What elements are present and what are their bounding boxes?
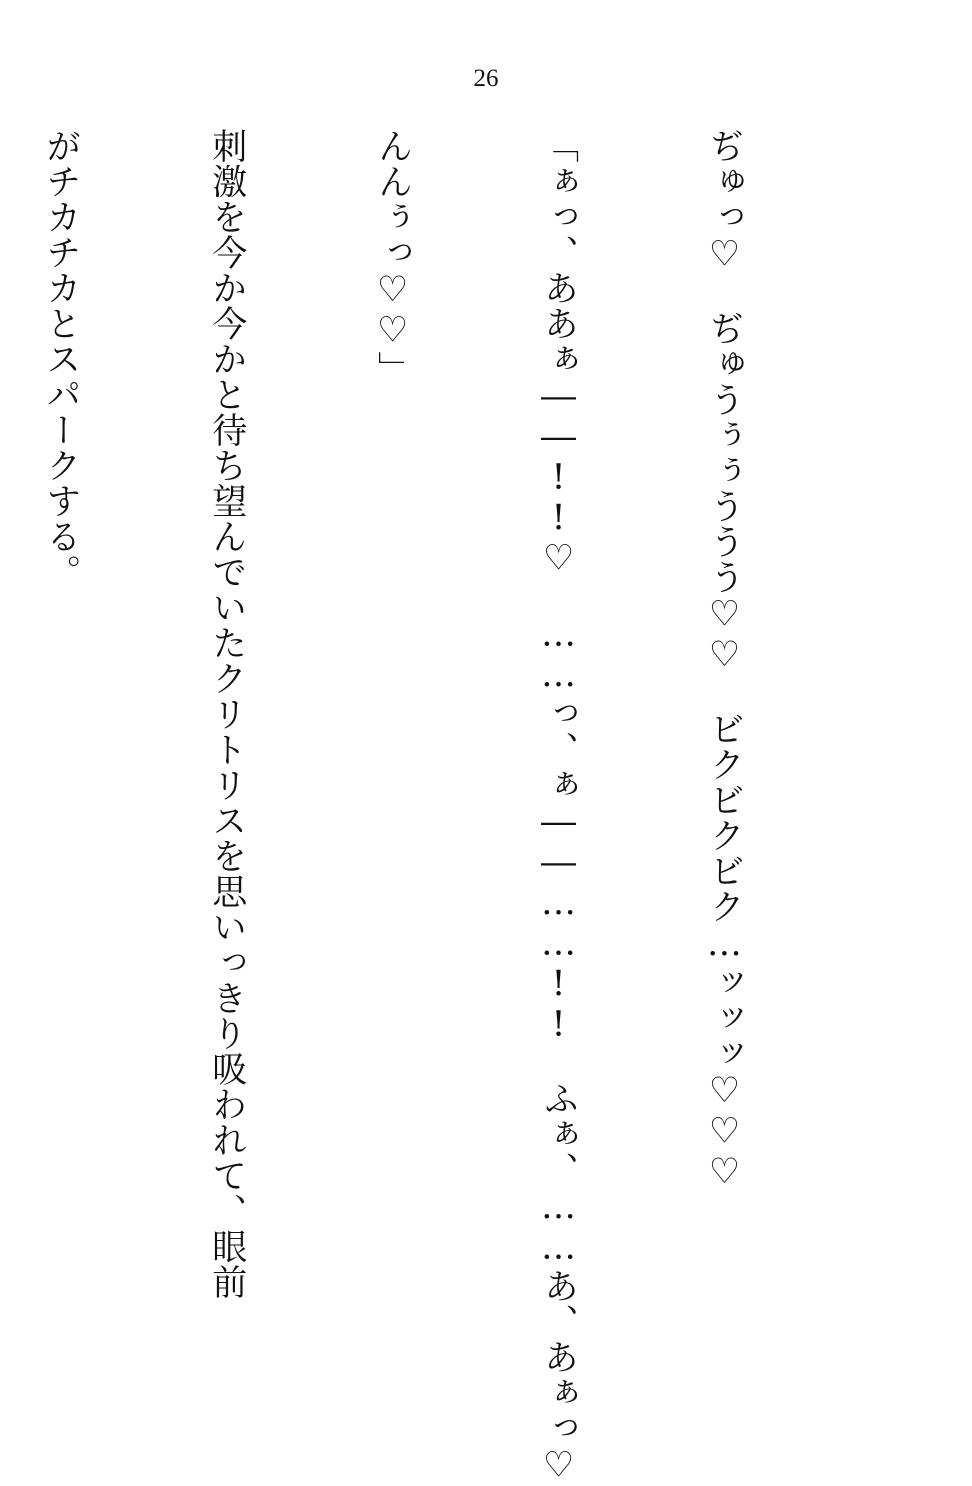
text-column: 「ぁっ、ああぁ――!!♡ ……っ、ぁ――……!! ふぁ、……あ、あぁっ♡ (538, 128, 579, 1486)
page-number: 26 (473, 65, 499, 92)
novel-text (0, 128, 862, 1486)
text-column: がチカチカとスパークする。 (40, 128, 81, 590)
text-column: んんぅっ♡♡」 (372, 128, 413, 387)
text-column: ぢゅっ♡ ぢゅうぅぅううう♡♡ ビクビクビク…ッッッ♡♡♡ (704, 128, 745, 1193)
text-column: 刺激を今か今かと待ち望んでいたクリトリスを思いっきり吸われて、眼前 (206, 128, 247, 1300)
